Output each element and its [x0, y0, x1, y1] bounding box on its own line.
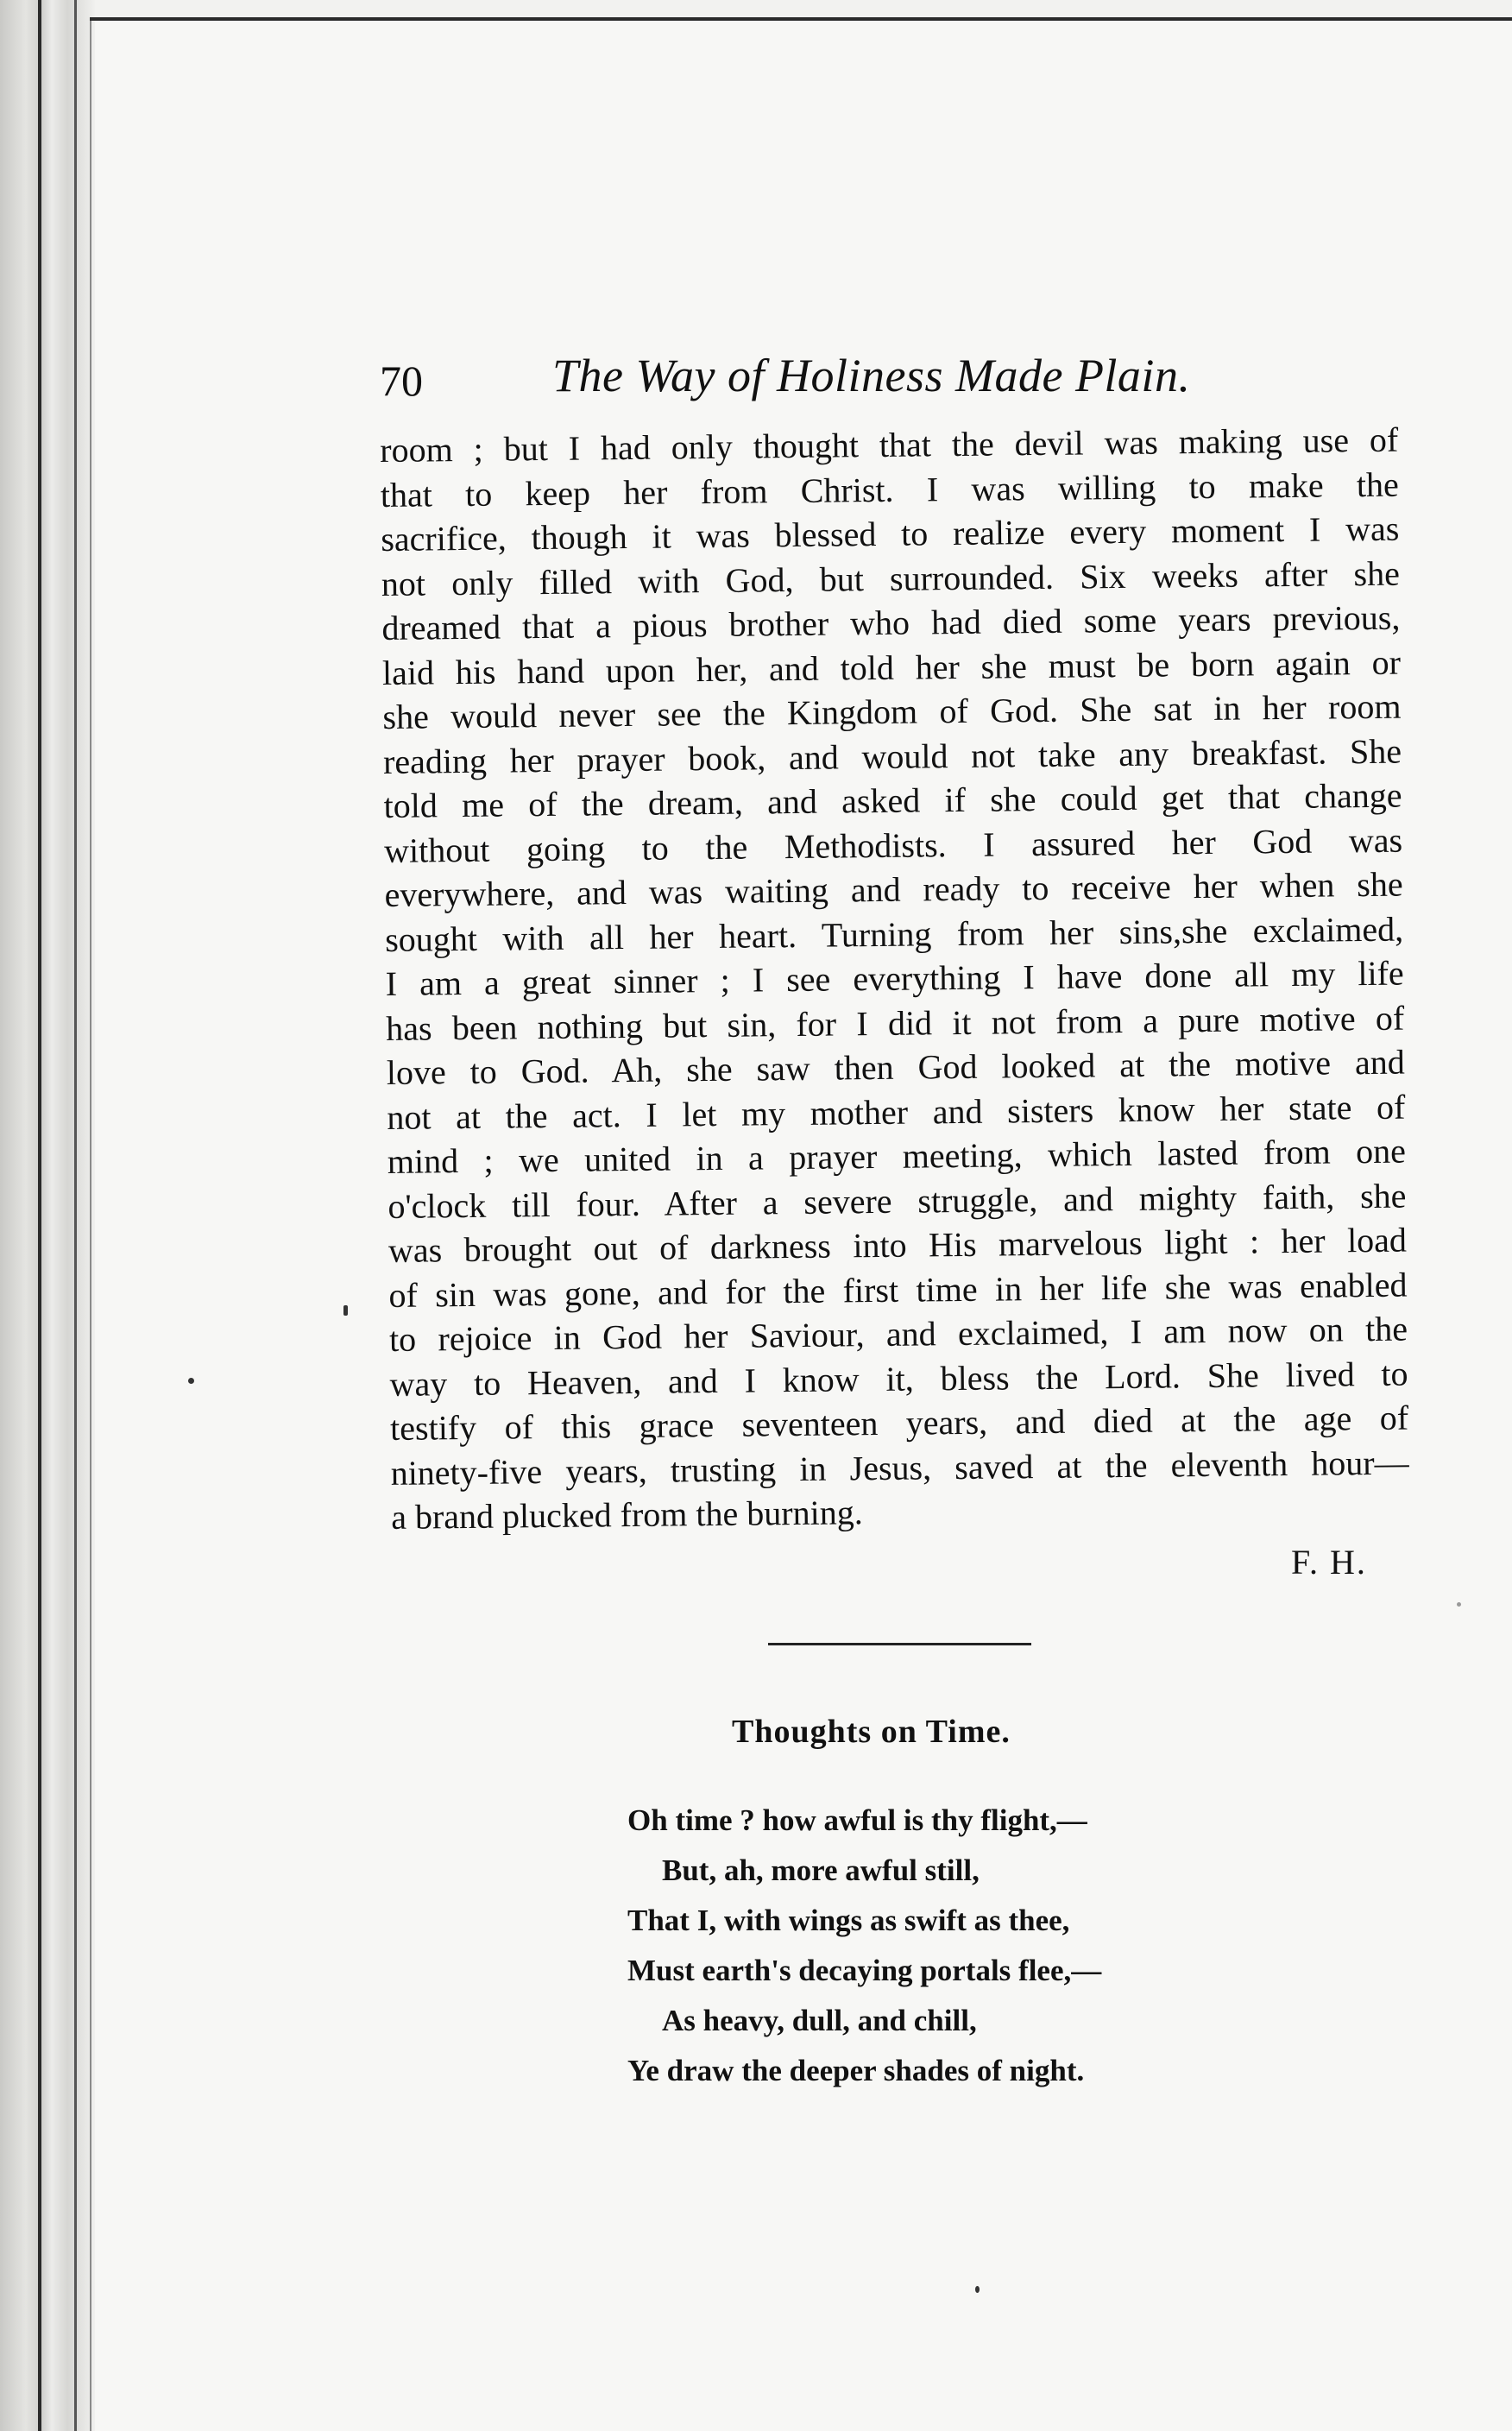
- scan-speck: [975, 2286, 980, 2293]
- text-line: of sin was gone, and for the first time in her life she was enabled: [388, 1265, 1408, 1315]
- text-line: dreamed that a pious brother who had died some years previous,: [381, 597, 1401, 647]
- page-top-edge-line: [90, 17, 1512, 21]
- scan-speck: [343, 1305, 348, 1316]
- page-edge-line: [90, 17, 91, 2431]
- text-line: was brought out of darkness into His marvelous light : her load: [387, 1220, 1408, 1270]
- poem-line: That I, with wings as swift as thee,: [627, 1904, 1070, 1937]
- author-signature: F. H.: [1291, 1543, 1367, 1582]
- scan-speck: [188, 1378, 194, 1384]
- poem-line-indented: As heavy, dull, and chill,: [662, 2004, 977, 2037]
- poem-line-indented: But, ah, more awful still,: [662, 1853, 980, 1887]
- text-line: way to Heaven, and I know it, bless the Lord. She lived to: [389, 1354, 1408, 1404]
- text-line: sacrifice, though it was blessed to realize every moment I was: [381, 508, 1400, 559]
- text-line: room ; but I had only thought that the devil was making use of: [380, 420, 1399, 470]
- text-line-last: a brand plucked from the burning.: [390, 1493, 863, 1537]
- text-line: she would never see the Kingdom of God. She sat in her room: [382, 686, 1402, 736]
- text-line: everywhere, and was waiting and ready to receive her when she: [384, 864, 1403, 914]
- text-line: not at the act. I let my mother and sisters know her state of: [387, 1087, 1406, 1137]
- binding-line-middle: [74, 0, 77, 2431]
- text-line: ninety-five years, trusting in Jesus, saved at the eleventh hour—: [390, 1443, 1409, 1493]
- text-line: love to God. Ah, she saw then God looked at the motive and: [386, 1042, 1405, 1092]
- page-number: 70: [380, 357, 423, 405]
- text-line: has been nothing but sin, for I did it not from a pure motive of: [386, 998, 1405, 1048]
- text-line: I am a great sinner ; I see everything I have done all my life: [385, 953, 1404, 1003]
- text-line: mind ; we united in a prayer meeting, which lasted from one: [387, 1131, 1407, 1181]
- running-title: The Way of Holiness Made Plain.: [552, 350, 1191, 401]
- text-line: sought with all her heart. Turning from her sins,she exclaimed,: [384, 909, 1404, 959]
- body-paragraph: [380, 418, 1409, 1540]
- poem-line: Oh time ? how awful is thy flight,—: [627, 1803, 1087, 1837]
- text-line: told me of the dream, and asked if she could get that change: [383, 775, 1402, 825]
- section-divider: [768, 1643, 1031, 1645]
- scan-binding-edge: [0, 0, 95, 2431]
- scan-speck: [1457, 1602, 1461, 1607]
- text-line: laid his hand upon her, and told her she must be born again or: [381, 642, 1402, 692]
- running-header: [380, 345, 1277, 414]
- text-line: to rejoice in God her Saviour, and exclaimed, I am now on the: [388, 1309, 1408, 1359]
- text-line: reading her prayer book, and would not take any breakfast. She: [382, 731, 1402, 781]
- text-line: not only filled with God, but surrounded. Six weeks after she: [381, 553, 1401, 603]
- poem-title: Thoughts on Time.: [732, 1714, 1011, 1750]
- poem-stanza: [627, 1796, 1232, 2096]
- poem-line: Must earth's decaying portals flee,—: [627, 1954, 1102, 1987]
- text-line: testify of this grace seventeen years, and died at the age of: [389, 1398, 1409, 1448]
- binding-line-outer: [38, 0, 41, 2431]
- text-line: o'clock till four. After a severe struggle, and mighty faith, she: [387, 1176, 1407, 1226]
- text-line: without going to the Methodists. I assured her God was: [383, 820, 1403, 870]
- text-line: that to keep her from Christ. I was willing to make the: [380, 464, 1399, 515]
- poem-line: Ye draw the deeper shades of night.: [627, 2054, 1085, 2087]
